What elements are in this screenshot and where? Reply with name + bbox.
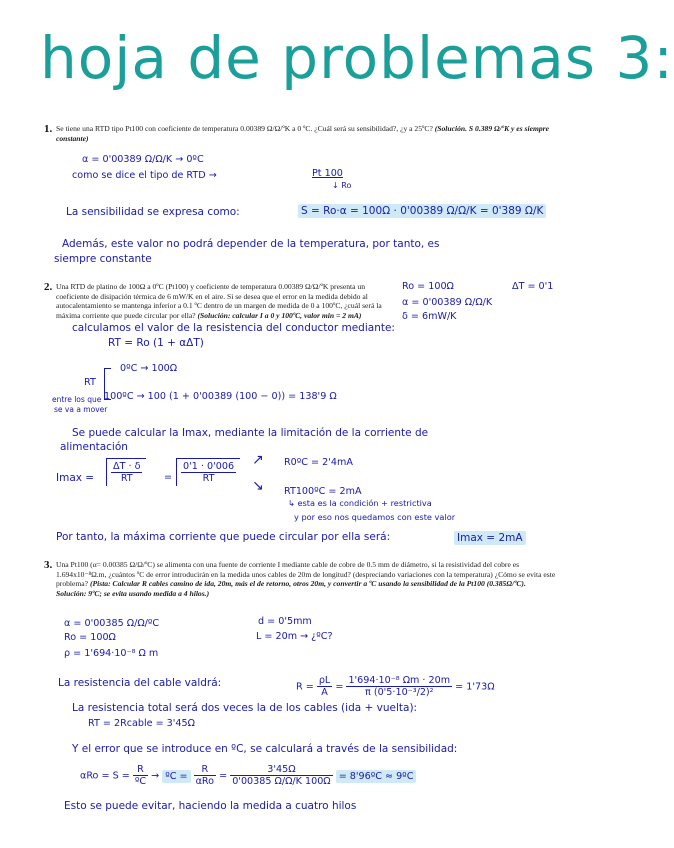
p3-c-frac bbox=[194, 764, 216, 787]
p2-rt-0c: 0ºC → 100Ω bbox=[120, 363, 178, 374]
p3-c-lhs: ºC = bbox=[162, 770, 190, 783]
p3-s-frac bbox=[133, 764, 148, 787]
p3-c-den: αRo bbox=[195, 776, 215, 787]
p2-arrow-down-icon: ↘ bbox=[252, 478, 264, 494]
p2-rt-100c: 100ºC → 100 (1 + 0'00389 (100 − 0)) = 138'9 Ω bbox=[104, 391, 337, 402]
p1-alpha: α = 0'00389 Ω/Ω/K → 0ºC bbox=[82, 154, 204, 165]
p3-r-den2: π (0'5·10⁻³/2)² bbox=[365, 687, 434, 698]
p3-c-eq: = bbox=[219, 770, 228, 782]
p2-note-line2: y por eso nos quedamos con este valor bbox=[294, 512, 456, 522]
p2-note-line1: ↳ esta es la condición + restrictiva bbox=[288, 498, 432, 508]
p2-r100c: RT100ºC = 2mA bbox=[284, 486, 362, 497]
p1-sens-equation: S = Ro·α = 100Ω · 0'00389 Ω/Ω/K = 0'389 Ω/K bbox=[298, 204, 546, 218]
p3-c-value: = 8'96ºC ≈ 9ºC bbox=[336, 770, 417, 783]
p2-entre-line1: entre los que bbox=[52, 395, 102, 404]
p3-rho: ρ = 1'694·10⁻⁸ Ω m bbox=[64, 648, 159, 659]
p2-imax-root2 bbox=[176, 458, 240, 486]
p3-total-text: La resistencia total será dos veces la de los cables (ida + vuelta): bbox=[72, 702, 418, 714]
p3-res-text: La resistencia del cable valdrá: bbox=[58, 677, 222, 689]
p2-conclusion-value: Imax = 2mA bbox=[454, 531, 526, 545]
p3-r-value: = 1'73Ω bbox=[455, 681, 495, 693]
p3-d: d = 0'5mm bbox=[258, 616, 312, 627]
problem-3-number: 3. bbox=[44, 559, 53, 571]
p2-given-ro: Ro = 100Ω bbox=[402, 281, 454, 292]
problem-3-hint: (Pista: Calcular R cables camino de ida, 20m, más el de retorno, otros 20m, y convertir a ºC usando la sensibilidad de la Pt100 (0.385Ω/ºC). Solución: 9ºC; se evita usando medida a 4 hilos.) bbox=[56, 579, 526, 598]
p2-r0c: R0ºC = 2'4mA bbox=[284, 457, 353, 468]
p2-given-dt: ΔT = 0'1 bbox=[512, 281, 554, 292]
p2-calc-text: calculamos el valor de la resistencia del conductor mediante: bbox=[72, 322, 395, 334]
p2-conclusion: Por tanto, la máxima corriente que puede circular por ella será: bbox=[56, 531, 391, 543]
p1-pt100: Pt 100 bbox=[312, 168, 343, 179]
p3-c-den2: 0'00385 Ω/Ω/K 100Ω bbox=[232, 776, 331, 787]
p1-ademas-line1: Además, este valor no podrá depender de la temperatura, por tanto, es bbox=[62, 238, 440, 250]
p2-frac2-den: RT bbox=[202, 473, 215, 484]
problem-1-statement bbox=[56, 124, 552, 143]
p2-given-alpha: α = 0'00389 Ω/Ω/K bbox=[402, 297, 493, 308]
p1-ro-arrow: ↓ Ro bbox=[332, 181, 352, 190]
p2-arrow-up-icon: ↗ bbox=[252, 452, 264, 468]
p2-entre-line2: se va a mover bbox=[54, 405, 108, 414]
p2-equals: = bbox=[164, 472, 173, 483]
p2-frac1-den: RT bbox=[120, 473, 133, 484]
p3-rt-total: RT = 2Rcable = 3'45Ω bbox=[88, 718, 195, 729]
problem-1-number: 1. bbox=[44, 123, 53, 135]
p3-s-lhs: αRo = S = bbox=[80, 770, 130, 782]
p3-s-den: ºC bbox=[134, 776, 147, 787]
p2-frac2-num: 0'1 · 0'006 bbox=[183, 461, 235, 472]
p2-rt-label: RT bbox=[84, 377, 96, 388]
p2-imax-label: Imax = bbox=[56, 472, 95, 484]
p3-r-frac2 bbox=[346, 675, 452, 698]
p3-r-frac1 bbox=[317, 675, 332, 698]
p3-r-num2: 1'694·10⁻⁸ Ωm · 20m bbox=[348, 675, 451, 686]
p3-r-num: ρL bbox=[318, 675, 331, 686]
p3-s-num: R bbox=[133, 764, 148, 776]
p3-r-den: A bbox=[321, 687, 328, 698]
problem-2-solution: (Solución: calcular I a 0 y 100ºC, valor min = 2 mA) bbox=[197, 310, 362, 320]
p2-frac1-num: ΔT · δ bbox=[113, 461, 141, 472]
p2-imax-frac2 bbox=[181, 461, 236, 484]
p3-evitar: Esto se puede evitar, haciendo la medida a cuatro hilos bbox=[64, 800, 357, 812]
p3-l: L = 20m → ¿ºC? bbox=[256, 631, 333, 642]
p3-c-frac2 bbox=[230, 764, 332, 787]
page-title: hoja de problemas 3: bbox=[40, 24, 674, 92]
p3-ro: Ro = 100Ω bbox=[64, 632, 116, 643]
p1-como: como se dice el tipo de RTD → bbox=[72, 170, 217, 181]
p2-imax-frac1 bbox=[111, 461, 142, 484]
p3-error-text: Y el error que se introduce en ºC, se calculará a través de la sensibilidad: bbox=[72, 743, 458, 755]
p2-rt-formula: RT = Ro (1 + αΔT) bbox=[108, 337, 204, 349]
problem-2-number: 2. bbox=[44, 281, 53, 293]
problem-3-statement bbox=[56, 560, 556, 598]
p2-given-delta: δ = 6mW/K bbox=[402, 311, 457, 322]
p3-s-arrow: → bbox=[151, 770, 160, 782]
p3-r-eq: R = $\frac{\rho L}{A}$ = $\frac{\text{1'694·10⁻⁸ Ωm · 20m}}{\text{π (0'5·10⁻³/2)²}}$ = 1'73Ω bbox=[296, 675, 495, 698]
p3-c-num2: 3'45Ω bbox=[230, 764, 332, 776]
problem-1-solution: (Solución. S 0.389 Ω/ºK y es siempre constante) bbox=[56, 124, 549, 143]
p1-ademas-line2: siempre constante bbox=[54, 253, 152, 265]
problem-1-text: Se tiene una RTD tipo Pt100 con coeficiente de temperatura 0.00389 Ω/Ω/ºK a 0 ºC. ¿Cuál será su sensibilidad?, ¿y a 25ºC? bbox=[56, 124, 433, 133]
p2-imax-root1 bbox=[106, 458, 146, 486]
problem-2-statement bbox=[56, 282, 386, 320]
problem-3-text: Una Pt100 (α= 0.00385 Ω/Ω/ºC) se alimenta con una fuente de corriente I mediante cable de cobre de 0.5 mm de diámetro, si la resistividad del cobre es 1.694x10⁻⁸Ω.m, ¿cuántos ºC de error introducirán en la medida unos cables de 20m de longitud? (despreciando variaciones con la temperatura) ¿Cómo se evita este problema? bbox=[56, 560, 556, 588]
p3-r-lhs: R = bbox=[296, 681, 314, 693]
p1-sens-text: La sensibilidad se expresa como: bbox=[66, 206, 240, 218]
p3-alpha: α = 0'00385 Ω/Ω/ºC bbox=[64, 618, 160, 629]
p3-c-num: R bbox=[194, 764, 216, 776]
p2-imax-text-line1: Se puede calcular la Imax, mediante la limitación de la corriente de bbox=[72, 427, 429, 439]
problem-2-text: Una RTD de platino de 100Ω a 0ºC (Pt100) y coeficiente de temperatura 0.00389 Ω/Ω/ºK presenta un coeficiente de disipación térmica de 6 mW/K en el aire. Si se desea que el error en la medida debido al autocalentamiento se mantenga inferior a 0.1 ºC dentro de un margen de medida de 0 a 100ºC, ¿cuál será la máxima corriente que puede circular por ella? bbox=[56, 282, 382, 320]
p3-s-eq bbox=[80, 764, 416, 787]
p2-imax-text-line2: alimentación bbox=[60, 441, 128, 453]
